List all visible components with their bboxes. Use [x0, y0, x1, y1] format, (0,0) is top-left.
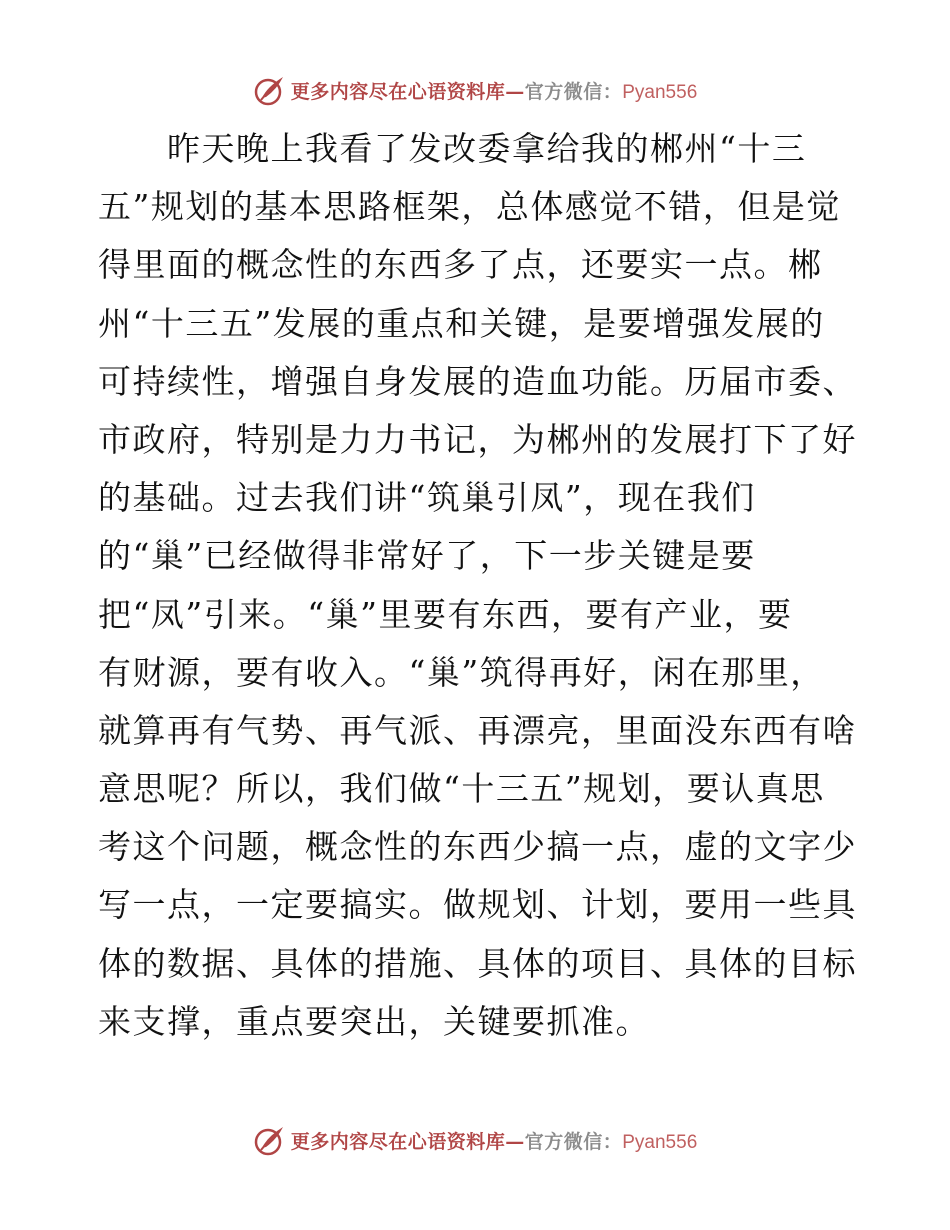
- paragraph-line: 昨天晚上我看了发改委拿给我的郴州“十三: [98, 129, 807, 168]
- paragraph-line: 来支撑，重点要突出，关键要抓准。: [98, 1001, 650, 1041]
- header-banner: [0, 70, 950, 110]
- paragraph-line: 写一点，一定要搞实。做规划、计划，要用一些具: [98, 885, 857, 925]
- paragraph-line: 可持续性，增强自身发展的造血功能。历届市委、: [98, 361, 857, 401]
- quill-pen-logo-icon: [253, 1123, 287, 1157]
- paragraph-line: 体的数据、具体的措施、具体的项目、具体的目标: [98, 943, 857, 983]
- header-banner-text: [291, 77, 698, 104]
- paragraph-line: 州“十三五”发展的重点和关键，是要增强发展的: [98, 303, 825, 343]
- footer-separator: —: [505, 1130, 525, 1153]
- paragraph-line: 有财源，要有收入。“巢”筑得再好，闲在那里，: [98, 652, 825, 692]
- paragraph-line: 市政府，特别是力力书记，为郴州的发展打下了好: [98, 419, 857, 459]
- footer-banner-text: [291, 1127, 698, 1154]
- paragraph-line: 的“巢”已经做得非常好了，下一步关键是要: [98, 536, 756, 576]
- quill-pen-logo-icon: [253, 73, 287, 107]
- paragraph-line: 五”规划的基本思路框架，总体感觉不错，但是觉: [98, 187, 841, 227]
- header-wechat-handle: Pyan556: [622, 81, 698, 103]
- header-separator: —: [505, 80, 525, 103]
- footer-brand-text: 更多内容尽在心语资料库: [290, 1130, 506, 1153]
- paragraph-line: 考这个问题，概念性的东西少搞一点，虚的文字少: [98, 827, 857, 867]
- paragraph-line: 把“凤”引来。“巢”里要有东西，要有产业，要: [98, 594, 793, 634]
- paragraph-line: 的基础。过去我们讲“筑巢引凤”，现在我们: [98, 478, 756, 518]
- header-wechat-label: 官方微信：: [524, 80, 623, 103]
- header-brand-text: 更多内容尽在心语资料库: [290, 80, 506, 103]
- footer-wechat-handle: Pyan556: [622, 1131, 698, 1153]
- footer-banner: [0, 1120, 950, 1160]
- paragraph-line: 就算再有气势、再气派、再漂亮，里面没东西有啥: [98, 710, 857, 750]
- body-paragraph: [98, 120, 858, 1051]
- paragraph-line: 意思呢？所以，我们做“十三五”规划，要认真思: [98, 769, 825, 809]
- footer-wechat-label: 官方微信：: [524, 1130, 623, 1153]
- paragraph-line: 得里面的概念性的东西多了点，还要实一点。郴: [98, 245, 823, 285]
